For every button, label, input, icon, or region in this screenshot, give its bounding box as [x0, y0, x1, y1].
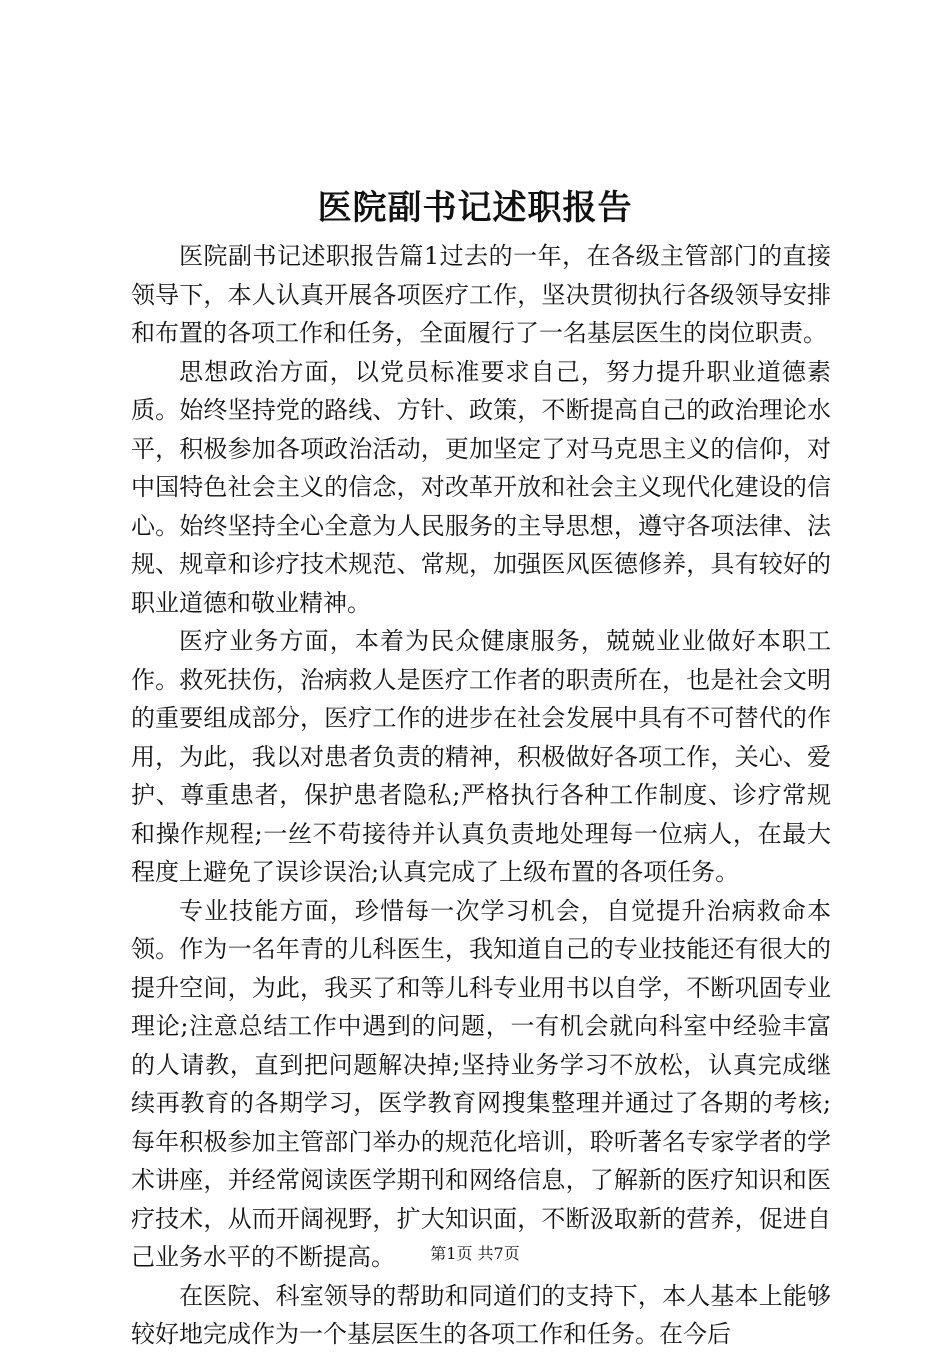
paragraph-conclusion: 在医院、科室领导的帮助和同道们的支持下，本人基本上能够较好地完成作为一个基层医生的各项工作和任务。在今后: [131, 1281, 831, 1348]
paragraph-political: 思想政治方面，以党员标准要求自己，努力提升职业道德素质。始终坚持党的路线、方针、政策，不断提高自己的政治理论水平，积极参加各项政治活动，更加坚定了对马克思主义的信仰，对中国特色社会主义的信念，对改革开放和社会主义现代化建设的信心。始终坚持全心全意为人民服务的主导思想，遵守各项法律、法规、规章和诊疗技术规范、常规，加强医风医德修养，具有较好的职业道德和敬业精神。: [131, 357, 831, 617]
paragraph-intro: 医院副书记述职报告篇1过去的一年，在各级主管部门的直接领导下，本人认真开展各项医疗工作，坚决贯彻执行各级领导安排和布置的各项工作和任务，全面履行了一名基层医生的岗位职责。: [131, 242, 831, 347]
document-body: [131, 237, 831, 1354]
paragraph-professional-skills: 专业技能方面，珍惜每一次学习机会，自觉提升治病救命本领。作为一名年青的儿科医生，我知道自己的专业技能还有很大的提升空间，为此，我买了和等儿科专业用书以自学，不断巩固专业理论;注意总结工作中遇到的问题，一有机会就向科室中经验丰富的人请教，直到把问题解决掉;坚持业务学习不放松，认真完成继续再教育的各期学习，医学教育网搜集整理并通过了各期的考核;每年积极参加主管部门举办的规范化培训，聆听著名专家学者的学术讲座，并经常阅读医学期刊和网络信息，了解新的医疗知识和医疗技术，从而开阔视野，扩大知识面，不断汲取新的营养，促进自己业务水平的不断提高。: [131, 896, 831, 1271]
page-footer: 第1页 共7页: [430, 1244, 520, 1263]
paragraph-medical-service: 医疗业务方面，本着为民众健康服务，兢兢业业做好本职工作。救死扶伤，治病救人是医疗工作者的职责所在，也是社会文明的重要组成部分，医疗工作的进步在社会发展中具有不可替代的作用，为此，我以对患者负责的精神，积极做好各项工作，关心、爱护、尊重患者，保护患者隐私;严格执行各种工作制度、诊疗常规和操作规程;一丝不苟接待并认真负责地处理每一位病人，在最大程度上避免了误诊误治;认真完成了上级布置的各项任务。: [131, 627, 831, 886]
document-title: 医院副书记述职报告: [317, 188, 633, 228]
